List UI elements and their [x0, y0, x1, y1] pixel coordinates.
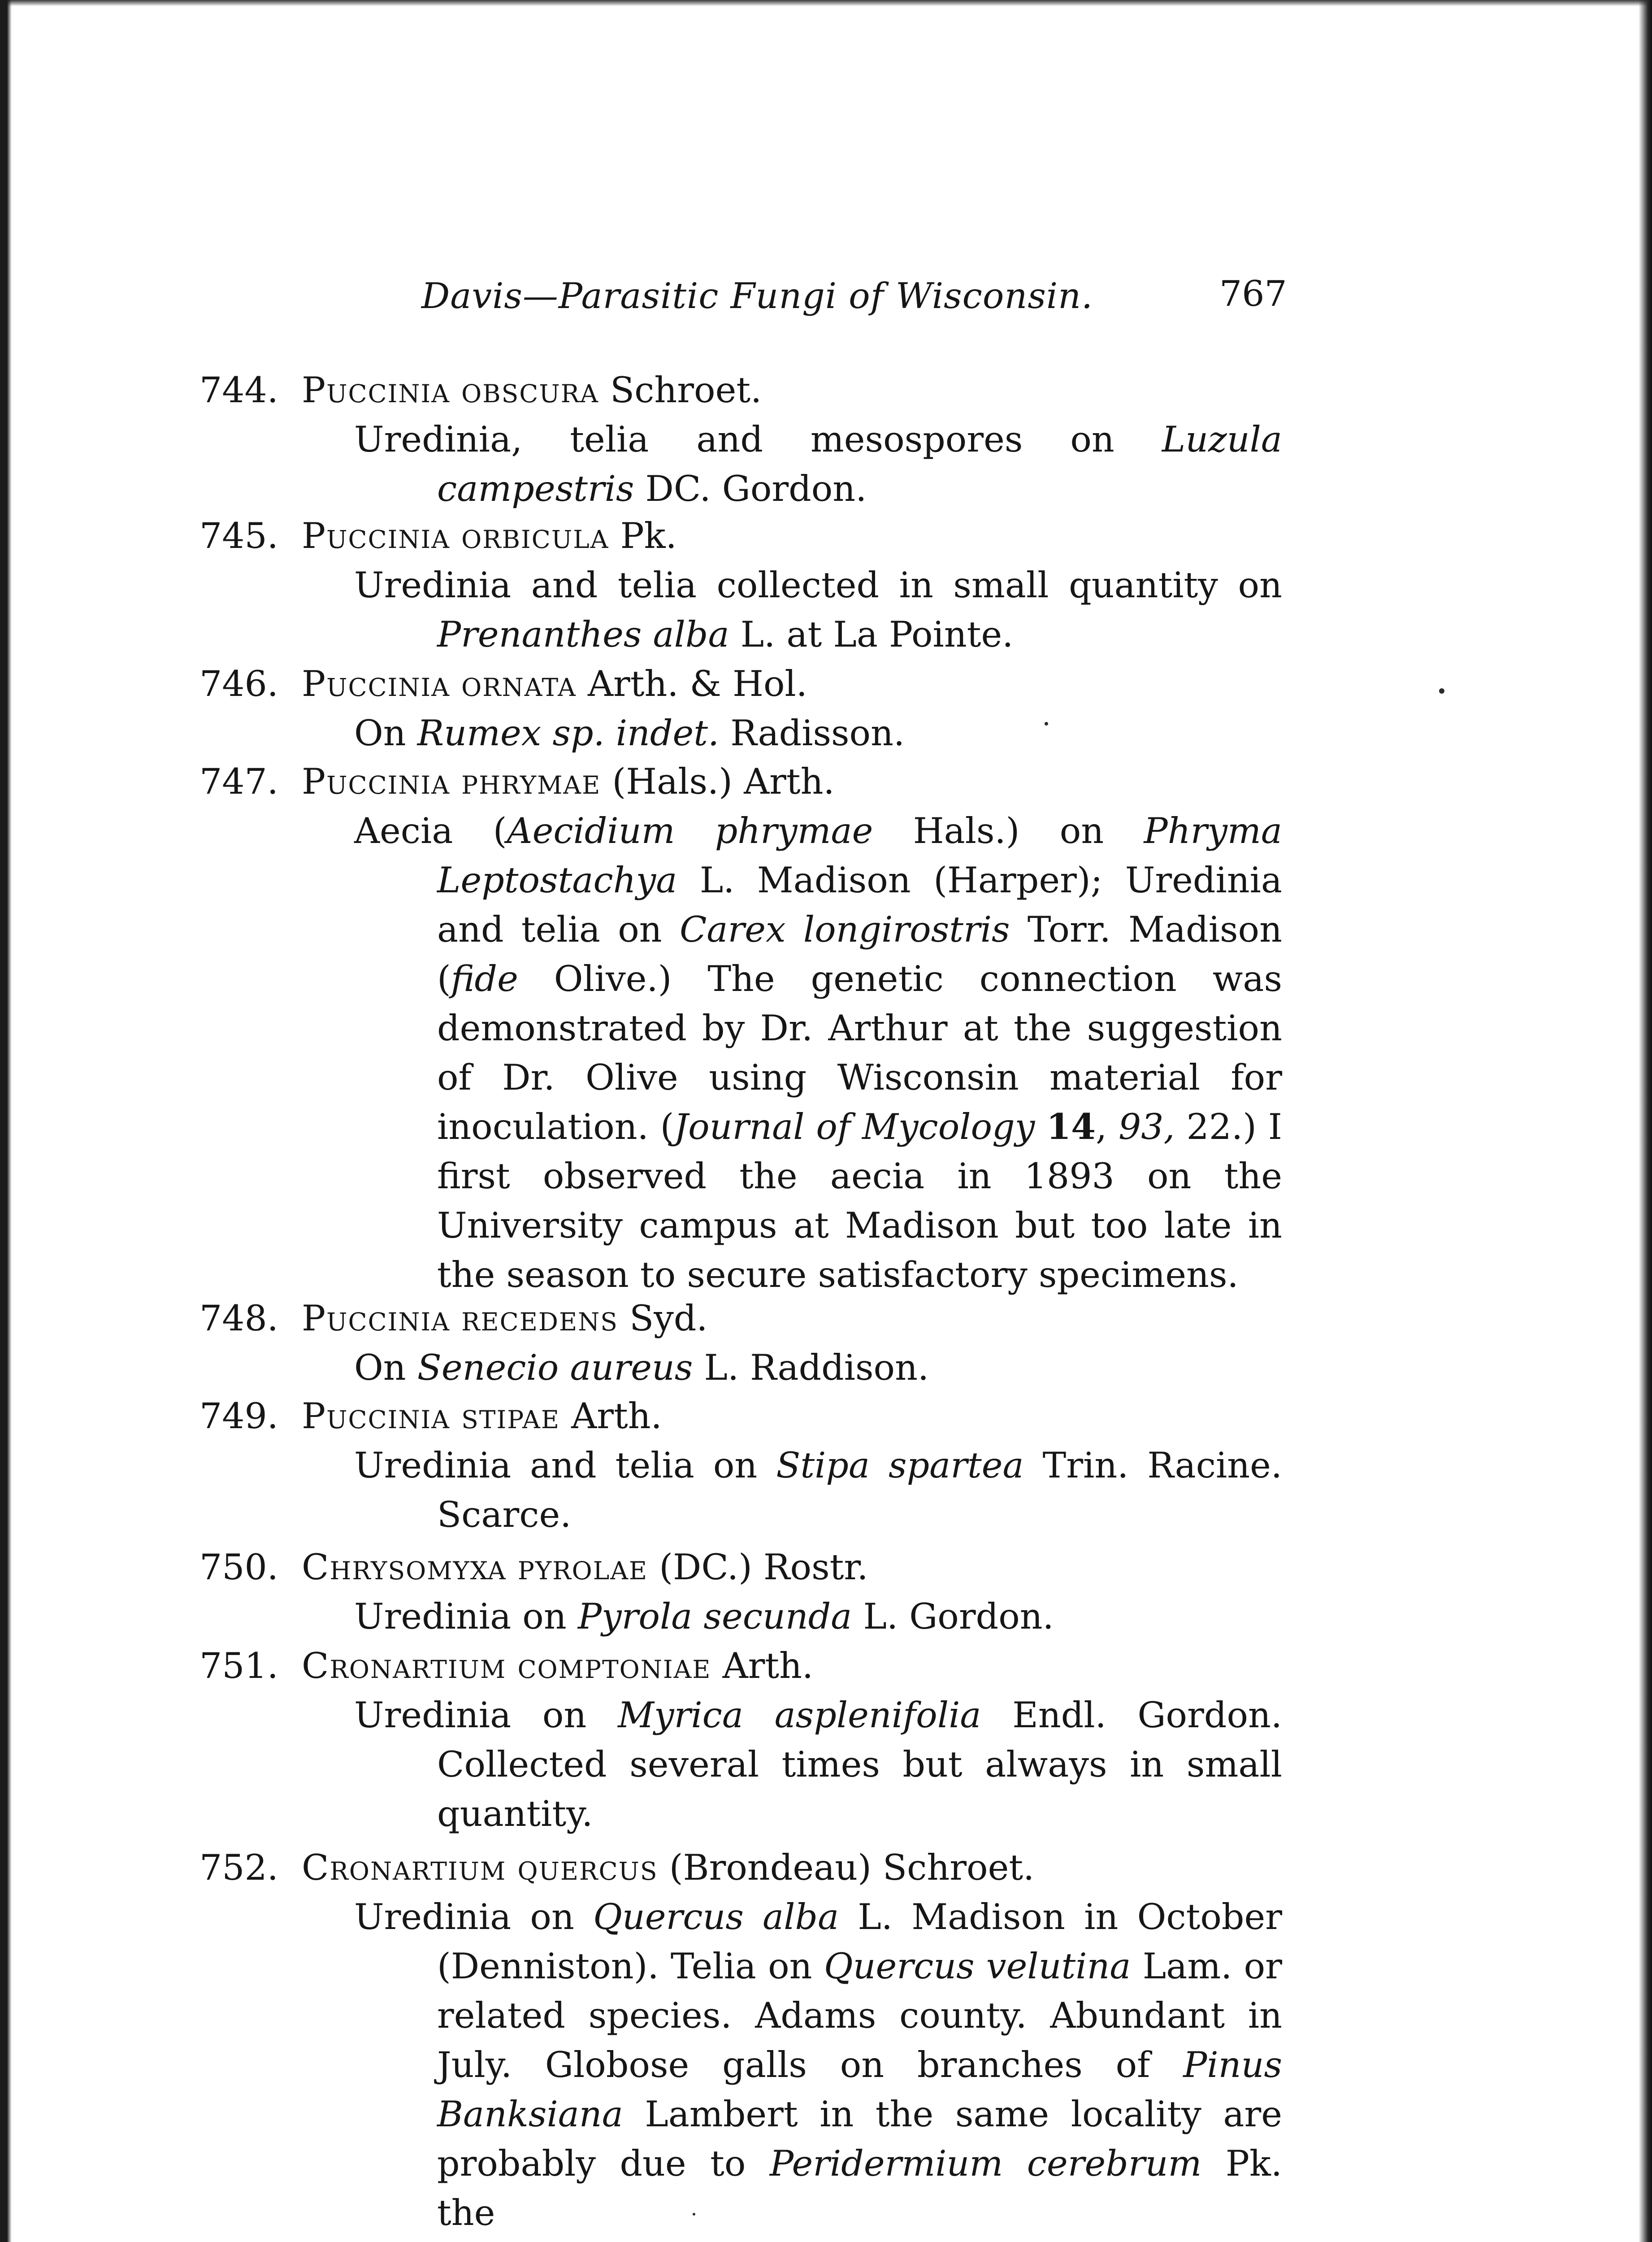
text-run: [1035, 1106, 1046, 1147]
text-run: Uredinia, telia and mesospores on: [354, 419, 1162, 460]
entry-number: 750.: [199, 1547, 278, 1588]
authority: Arth. & Hol.: [587, 663, 807, 704]
species-name: obscura: [461, 369, 599, 411]
species-name: phrymae: [461, 761, 601, 802]
species-name: ornata: [461, 663, 577, 704]
authority: (Hals.) Arth.: [612, 761, 835, 802]
authority: Arth.: [571, 1395, 662, 1437]
entry-heading: [199, 1294, 708, 1343]
entry-body: [354, 708, 1282, 758]
species-name: recedens: [461, 1298, 618, 1339]
genus-name: Cronartium: [302, 1645, 507, 1686]
entry-body: [354, 806, 1282, 1299]
authority: (Brondeau) Schroet.: [669, 1847, 1035, 1888]
entry-body: [354, 1441, 1282, 1539]
entry-body: [354, 1343, 1282, 1392]
taxon-name: Quercus alba: [593, 1896, 839, 1938]
journal-page: 93,: [1119, 1106, 1175, 1147]
species-name: quercus: [517, 1847, 658, 1888]
entry-heading: [199, 1843, 1034, 1892]
text-run: L. at La Pointe.: [729, 614, 1014, 655]
entry-body: [354, 1690, 1282, 1838]
genus-name: Cronartium: [302, 1847, 507, 1888]
text-run: Aecia (: [354, 810, 507, 852]
entry-heading: [199, 511, 677, 560]
entry-number: 749.: [199, 1395, 278, 1437]
entry-heading: [199, 757, 835, 806]
entry-number: 746.: [199, 663, 278, 704]
entry-body: [354, 560, 1282, 659]
text-run: Uredinia on: [354, 1695, 618, 1736]
journal-volume: 14: [1046, 1106, 1096, 1147]
text-run: Uredinia and telia collected in small quantity on: [354, 565, 1282, 606]
text-run: Endl. Gordon. Collected several times but always in small quantity.: [437, 1695, 1282, 1834]
text-run: Uredinia on: [354, 1896, 594, 1938]
genus-name: Puccinia: [302, 1395, 450, 1437]
taxon-name: Senecio aureus: [417, 1347, 693, 1388]
genus-name: Puccinia: [302, 1298, 450, 1339]
taxon-name: Prenanthes alba: [437, 614, 729, 655]
authority: Schroet.: [610, 369, 762, 411]
text-run: Torr. Madison (: [437, 909, 1282, 999]
taxon-name: Myrica asplenifolia: [618, 1695, 981, 1736]
authority: Syd.: [629, 1298, 708, 1339]
genus-name: Puccinia: [302, 515, 450, 556]
entry-body: [354, 1592, 1282, 1641]
genus-name: Puccinia: [302, 369, 450, 411]
text-run: Hals.) on: [873, 810, 1144, 852]
text-run: L. Raddison.: [693, 1347, 929, 1388]
authority: Pk.: [620, 515, 677, 556]
entry-number: 748.: [199, 1298, 278, 1339]
entry-heading: [199, 1391, 662, 1441]
entry-heading: [199, 1641, 813, 1690]
text-run: 22.) I first observed the aecia in 1893 on the University campus at Madison but too late in the season to secure satisfactory specimens.: [437, 1106, 1282, 1295]
text-run: Uredinia on: [354, 1596, 578, 1637]
entry-heading: [199, 1542, 868, 1592]
entry-body: [354, 415, 1282, 513]
text-run: L. Gordon.: [852, 1596, 1054, 1637]
taxon-name: Aecidium phrymae: [507, 810, 873, 852]
taxon-name: Luzula campestris: [437, 419, 1282, 509]
species-name: pyrolae: [517, 1547, 648, 1588]
taxon-name: Pinus Banksiana: [437, 2044, 1282, 2135]
taxon-name: Peridermium cerebrum: [769, 2143, 1202, 2184]
text-run: Pk. the: [437, 2143, 1282, 2233]
species-name: comptoniae: [517, 1645, 711, 1686]
page-number: 767: [1219, 273, 1287, 314]
journal-title: Journal of Mycology: [674, 1106, 1035, 1147]
text-run: L. Madison in October (Denniston). Telia on: [437, 1896, 1282, 1987]
taxon-name: Carex longirostris: [679, 909, 1010, 950]
text-run: On: [354, 713, 417, 754]
text-run: Lam. or related species. Adams county. Abundant in July. Globose galls on branches of: [437, 1946, 1282, 2086]
taxon-name: Quercus velutina: [824, 1946, 1131, 1987]
latin-term: fide: [451, 958, 518, 999]
text-run: Uredinia and telia on: [354, 1445, 776, 1486]
taxon-name: Stipa spartea: [776, 1445, 1024, 1486]
text-run: Olive.) The genetic connection was demonstrated by Dr. Arthur at the suggestion of Dr. Olive using Wisconsin material for inoculation. (: [437, 958, 1282, 1147]
text-run: On: [354, 1347, 417, 1388]
species-name: orbicula: [461, 515, 609, 556]
entry-number: 745.: [199, 515, 278, 556]
text-run: L. Madison (Harper); Uredinia and telia on: [437, 860, 1282, 950]
genus-name: Puccinia: [302, 663, 450, 704]
taxon-name: Phryma Leptostachya: [437, 810, 1282, 901]
running-head: Davis—Parasitic Fungi of Wisconsin.: [421, 275, 1093, 317]
taxon-name: Pyrola secunda: [577, 1596, 852, 1637]
entry-heading: [199, 659, 807, 708]
text-run: Trin. Racine. Scarce.: [437, 1445, 1282, 1535]
species-name: stipae: [461, 1395, 560, 1437]
text-run: ,: [1096, 1106, 1119, 1147]
text-run: Radisson.: [719, 713, 905, 754]
authority: Arth.: [722, 1645, 814, 1686]
text-run: DC. Gordon.: [634, 468, 867, 509]
authority: (DC.) Rostr.: [659, 1547, 868, 1588]
entry-number: 744.: [199, 369, 278, 411]
entry-number: 752.: [199, 1847, 278, 1888]
entry-body: [354, 1892, 1282, 2238]
genus-name: Puccinia: [302, 761, 450, 802]
text-run: Lambert in the same locality are probably due to: [437, 2094, 1282, 2184]
taxon-name: Rumex sp. indet.: [417, 713, 720, 754]
entry-number: 747.: [199, 761, 278, 802]
genus-name: Chrysomyxa: [302, 1547, 507, 1588]
entry-heading: [199, 365, 762, 415]
entry-number: 751.: [199, 1645, 278, 1686]
